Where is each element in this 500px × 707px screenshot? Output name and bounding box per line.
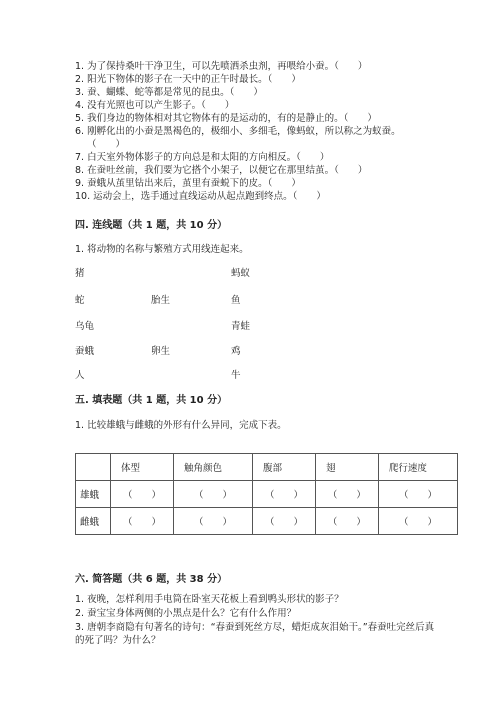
answer-blank[interactable]: （ ） bbox=[111, 481, 174, 508]
answer-blank[interactable]: （ ） bbox=[378, 508, 457, 535]
right-animal-ant: 蚂蚁 bbox=[231, 268, 251, 279]
short-answer-2: 2. 蚕宝宝身体两侧的小黑点是什么？它有什么作用？ bbox=[75, 608, 297, 619]
answer-blank[interactable]: （ ） bbox=[378, 481, 457, 508]
tf-item-10: 10. 运动会上，选手通过直线运动从起点跑到终点。（ ） bbox=[75, 191, 326, 202]
answer-blank[interactable]: （ ） bbox=[253, 481, 316, 508]
left-animal-human: 人 bbox=[75, 370, 85, 381]
section-5-question: 1. 比较雄蛾与雌蛾的外形有什么异同，完成下表。 bbox=[75, 420, 287, 431]
section-6-title: 六. 简答题（共 6 题，共 38 分） bbox=[75, 574, 228, 585]
short-answer-1: 1. 夜晚，怎样利用手电筒在卧室天花板上看到鸭头形状的影子？ bbox=[75, 594, 344, 605]
tf-item-6: 6. 刚孵化出的小蚕是黑褐色的，极细小、多细毛，像蚂蚁，所以称之为蚁蚕。 bbox=[75, 126, 401, 137]
tf-item-6-blank: （ ） bbox=[87, 139, 126, 150]
table-row bbox=[76, 481, 458, 508]
tf-item-1: 1. 为了保持桑叶干净卫生，可以先喷洒杀虫剂，再喂给小蚕。（ ） bbox=[75, 61, 368, 72]
header-abdomen: 腹部 bbox=[253, 454, 316, 481]
true-false-section bbox=[75, 60, 455, 203]
answer-blank[interactable]: （ ） bbox=[111, 508, 174, 535]
short-answer-3: 3. 唐朝李商隐有句著名的诗句：“春蚕到死丝方尽，蜡炬成灰泪始干。”春蚕吐完丝后真的死了吗？为什么？ bbox=[75, 622, 435, 646]
left-animal-silkmoth: 蚕蛾 bbox=[75, 346, 95, 357]
table-corner-cell bbox=[76, 454, 111, 481]
tf-item-5: 5. 我们身边的物体相对其它物体有的是运动的，有的是静止的。（ ） bbox=[75, 113, 377, 124]
tf-item-7: 7. 白天室外物体影子的方向总是和太阳的方向相反。（ ） bbox=[75, 152, 330, 163]
left-animal-snake: 蛇 bbox=[75, 295, 85, 306]
section-4-question: 1. 将动物的名称与繁殖方式用线连起来。 bbox=[75, 244, 249, 255]
tf-item-8: 8. 在蚕吐丝前，我们要为它搭个小架子，以便它在那里结茧。（ ） bbox=[75, 165, 368, 176]
left-animal-turtle: 乌龟 bbox=[75, 321, 95, 332]
right-animal-cow: 牛 bbox=[231, 370, 241, 381]
tf-item-2: 2. 阳光下物体的影子在一天中的正午时最长。（ ） bbox=[75, 74, 301, 85]
left-animal-pig: 猪 bbox=[75, 268, 85, 279]
section-5-title: 五. 填表题（共 1 题，共 10 分） bbox=[75, 395, 228, 406]
tf-item-3: 3. 蚕、蝴蝶、蛇等都是常见的昆虫。（ ） bbox=[75, 87, 263, 98]
table-header-row bbox=[76, 454, 458, 481]
header-crawl-speed: 爬行速度 bbox=[378, 454, 457, 481]
header-antenna-color: 触角颜色 bbox=[173, 454, 252, 481]
answer-blank[interactable]: （ ） bbox=[173, 481, 252, 508]
method-oviparous: 卵生 bbox=[151, 346, 171, 357]
answer-blank[interactable]: （ ） bbox=[173, 508, 252, 535]
header-wings: 翅 bbox=[315, 454, 378, 481]
right-animal-fish: 鱼 bbox=[231, 295, 241, 306]
answer-blank[interactable]: （ ） bbox=[253, 508, 316, 535]
table-row bbox=[76, 508, 458, 535]
header-body-shape: 体型 bbox=[111, 454, 174, 481]
tf-item-4: 4. 没有光照也可以产生影子。（ ） bbox=[75, 100, 235, 111]
comparison-table bbox=[75, 453, 458, 535]
method-viviparous: 胎生 bbox=[151, 295, 171, 306]
tf-item-9: 9. 蚕蛾从茧里钻出来后，茧里有蚕蜕下的皮。（ ） bbox=[75, 178, 301, 189]
right-animal-frog: 青蛙 bbox=[231, 321, 251, 332]
answer-blank[interactable]: （ ） bbox=[315, 508, 378, 535]
row-label-female: 雌蛾 bbox=[76, 508, 111, 535]
answer-blank[interactable]: （ ） bbox=[315, 481, 378, 508]
section-4-title: 四. 连线题（共 1 题，共 10 分） bbox=[75, 220, 228, 231]
row-label-male: 雄蛾 bbox=[76, 481, 111, 508]
right-animal-chicken: 鸡 bbox=[231, 346, 241, 357]
